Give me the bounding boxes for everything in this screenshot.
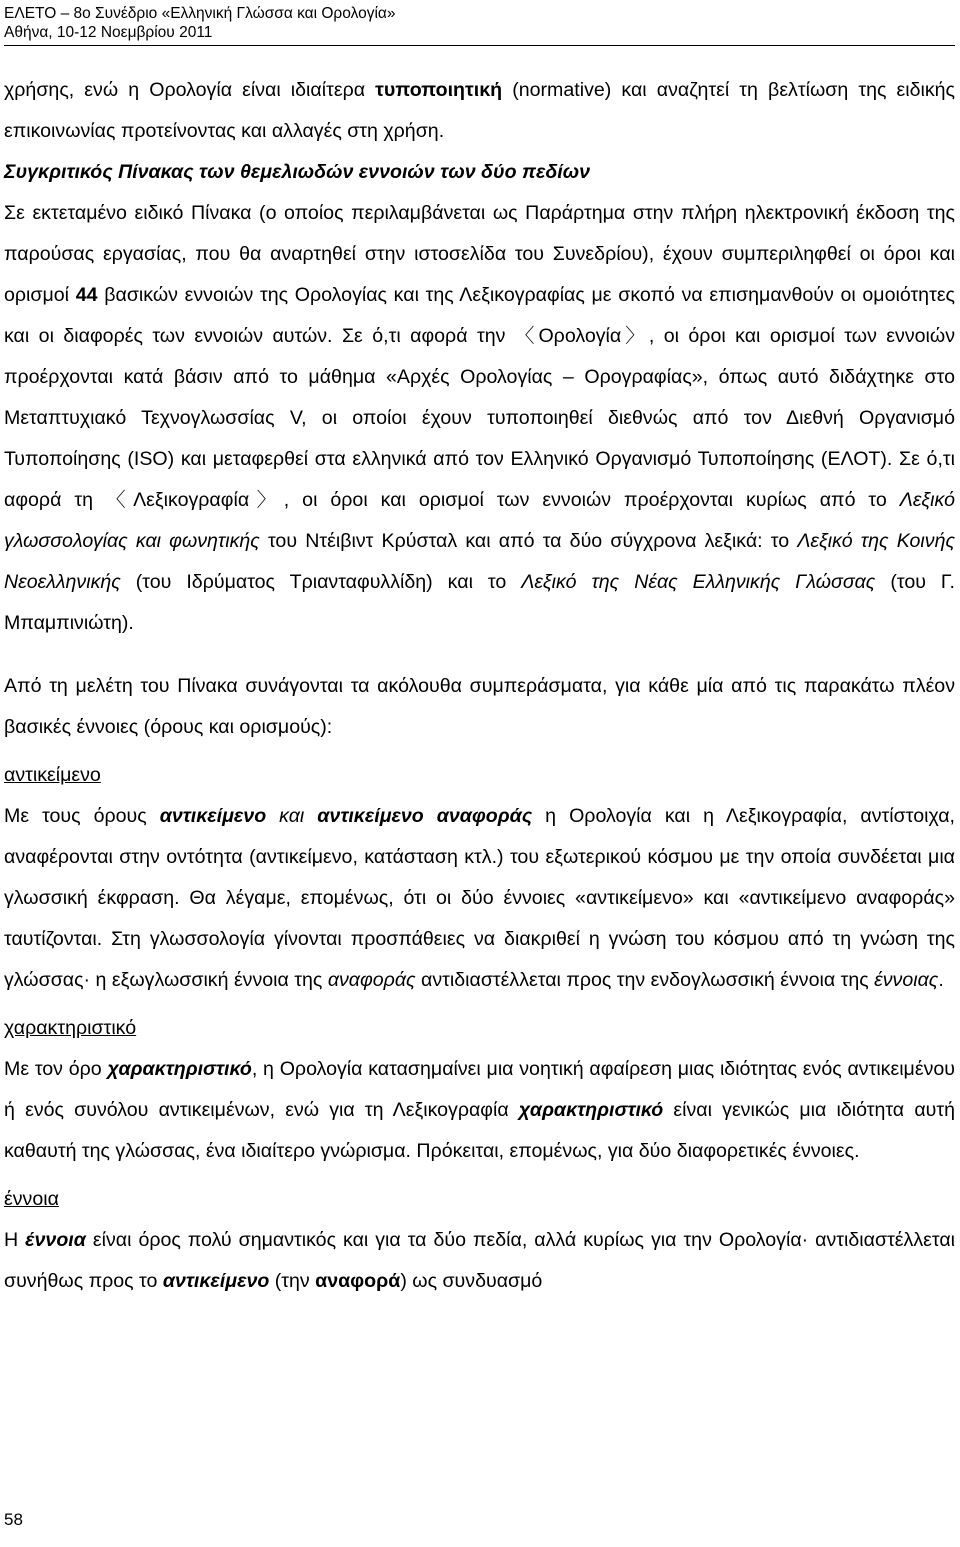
term-heading-object: αντικείμενο bbox=[4, 764, 101, 786]
paragraph-conclusions: Από τη μελέτη του Πίνακα συνάγονται τα ακόλουθα συμπεράσματα, για κάθε μία από τις παρακάτω πλέον βασικές έννοιες (όρους και ορισμούς): bbox=[4, 675, 955, 738]
paragraph-object: Με τους όρους αντικείμενο και αντικείμενο αναφοράς η Ορολογία και η Λεξικογραφία, αντίστοιχα, αναφέρονται στην οντότητα (αντικείμενο, κατάσταση κτλ.) του εξωτερικού κόσμου με την οποία συνδέεται μια γλωσσική έκφραση. Θα λέγαμε, επομένως, ότι οι δύο έννοιες «αντικείμενο» και «αντικείμενο αναφοράς» ταυτίζονται. Στη γλωσσολογία γίνονται προσπάθειες να διακριθεί η γνώση του κόσμου από τη γνώση της γλώσσας· η εξωγλωσσική έννοια της αναφοράς αντιδιαστέλλεται προς την ενδογλωσσική έννοια της έννοιας. bbox=[4, 805, 955, 991]
document-body bbox=[4, 70, 955, 1302]
header-conference-title: ΕΛΕΤΟ – 8ο Συνέδριο «Ελληνική Γλώσσα και Ορολογία» bbox=[4, 5, 396, 22]
header-rule bbox=[4, 45, 955, 46]
page-number: 58 bbox=[4, 1510, 23, 1529]
intro-paragraph: χρήσης, ενώ η Ορολογία είναι ιδιαίτερα τυποποιητική (normative) και αναζητεί τη βελτίωση της ειδικής επικοινωνίας προτείνοντας και αλλαγές στη χρήση. bbox=[4, 79, 955, 142]
paragraph-characteristic: Με τον όρο χαρακτηριστικό, η Ορολογία κατασημαίνει μια νοητική αφαίρεση μιας ιδιότητας ενός αντικειμένου ή ενός συνόλου αντικειμένων, ενώ για τη Λεξικογραφία χαρακτηριστικό είναι γενικώς μια ιδιότητα αυτή καθαυτή της γλώσσας, ένα ιδιαίτερο γνώρισμα. Πρόκειται, επομένως, για δύο διαφορετικές έννοιες. bbox=[4, 1058, 955, 1162]
running-header bbox=[4, 4, 395, 42]
term-heading-concept: έννοια bbox=[4, 1188, 59, 1210]
paragraph-concept: Η έννοια είναι όρος πολύ σημαντικός και για τα δύο πεδία, αλλά κυρίως για την Ορολογία· αντιδιαστέλλεται συνήθως προς το αντικείμενο (την αναφορά) ως συνδυασμό bbox=[4, 1229, 956, 1292]
paragraph-table-description: Σε εκτεταμένο ειδικό Πίνακα (ο οποίος περιλαμβάνεται ως Παράρτημα στην πλήρη ηλεκτρονική έκδοση της παρούσας εργασίας, που θα αναρτηθεί στην ιστοσελίδα του Συνεδρίου), έχουν συμπεριληφθεί οι όροι και ορισμοί 44 βασικών εννοιών της Ορολογίας και της Λεξικογραφίας με σκοπό να επισημανθούν οι ομοιότητες και οι διαφορές των εννοιών αυτών. Σε ό,τι αφορά την 〈Ορολογία〉, οι όροι και ορισμοί των εννοιών προέρχονται κατά βάσιν από το μάθημα «Αρχές Ορολογίας – Ορογραφίας», όπως αυτό διδάχτηκε στο Μεταπτυχιακό Τεχνογλωσσίας V, οι οποίοι έχουν τυποποιηθεί διεθνώς από τον Διεθνή Οργανισμό Τυποποίησης (ISO) και μεταφερθεί στα ελληνικά από τον Ελληνικό Οργανισμό Τυποποίησης (ΕΛΟΤ). Σε ό,τι αφορά τη 〈Λεξικογραφία〉, οι όροι και ορισμοί των εννοιών προέρχονται κυρίως από το Λεξικό γλωσσολογίας και φωνητικής του Ντέιβιντ Κρύσταλ και από τα δύο σύγχρονα λεξικά: το Λεξικό της Κοινής Νεοελληνικής (του Ιδρύματος Τριανταφυλλίδη) και το Λεξικό της Νέας Ελληνικής Γλώσσας (του Γ. Μπαμπινιώτη). bbox=[4, 202, 955, 634]
term-heading-characteristic: χαρακτηριστικό bbox=[4, 1017, 137, 1039]
header-date-location: Αθήνα, 10-12 Νοεμβρίου 2011 bbox=[4, 24, 213, 41]
section-heading: Συγκριτικός Πίνακας των θεμελιωδών εννοιών των δύο πεδίων bbox=[4, 161, 590, 183]
